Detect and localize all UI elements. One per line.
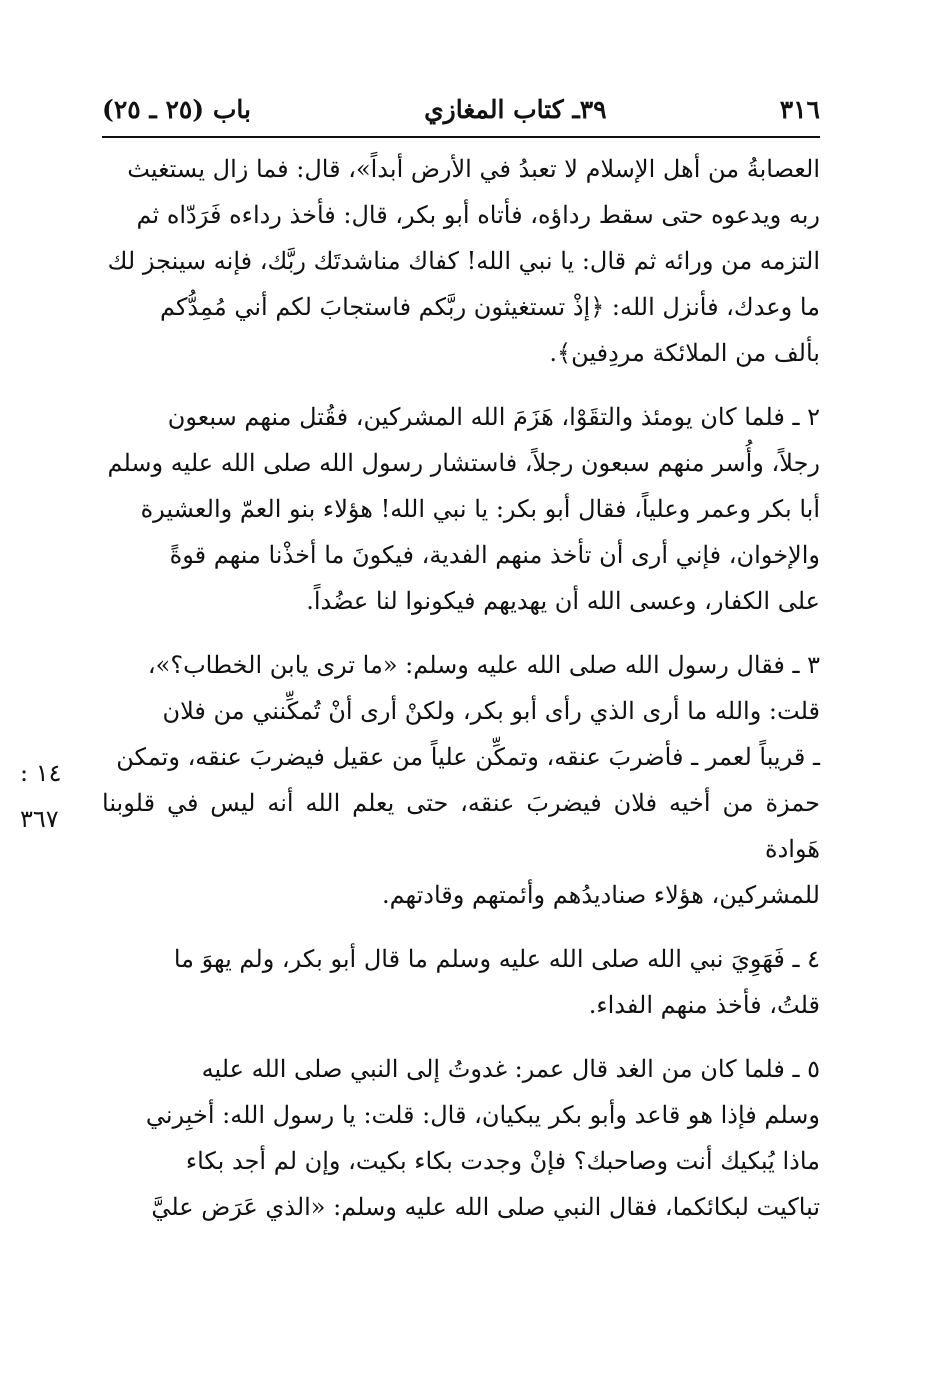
text-line: ٥ ـ فلما كان من الغد قال عمر: غدوتُ إلى النبي صلى الله عليه — [201, 1055, 820, 1083]
text-line: على الكفار، وعسى الله أن يهديهم فيكونوا لنا عضُداً. — [306, 587, 820, 615]
text-line: للمشركين، هؤلاء صناديدُهم وأئمتهم وقادتهم. — [381, 881, 820, 909]
chapter-reference: باب (٢٥ ـ ٢٥) — [102, 94, 251, 124]
header-divider — [102, 136, 820, 138]
paragraph-2 — [102, 394, 820, 624]
text-line: وسلم فإذا هو قاعد وأبو بكر يبكيان، قال: قلت: يا رسول الله: أخبِرني — [145, 1101, 820, 1129]
text-line: تباكيت لبكائكما، فقال النبي صلى الله عليه وسلم: «الذي عَرَض عليَّ — [151, 1193, 820, 1221]
page-header — [102, 86, 820, 132]
text-line: ـ قريباً لعمر ـ فأضربَ عنقه، وتمكِّن علياً من عقيل فيضربَ عنقه، وتمكن — [116, 743, 820, 771]
text-line: رجلاً، وأُسر منهم سبعون رجلاً، فاستشار رسول الله صلى الله عليه وسلم — [107, 449, 820, 477]
text-line: ٤ ـ فَهَوِيَ نبي الله صلى الله عليه وسلم ما قال أبو بكر، ولم يهوَ ما — [173, 945, 820, 973]
paragraph-4 — [102, 936, 820, 1028]
text-line: التزمه من ورائه ثم قال: يا نبي الله! كفاك مناشدتَك ربَّك، فإنه سينجز لك — [107, 247, 820, 275]
page-body — [102, 146, 820, 1248]
page-number: ٣١٦ — [779, 94, 820, 124]
text-line: والإخوان، فإني أرى أن تأخذ منهم الفدية، فيكونَ ما أخذْنا منهم قوةً — [169, 541, 820, 569]
text-line: ٣ ـ فقال رسول الله صلى الله عليه وسلم: «ما ترى يابن الخطاب؟»، — [147, 651, 820, 679]
text-line: ماذا يُبكيك أنت وصاحبك؟ فإنْ وجدت بكاء بكيت، وإن لم أجد بكاء — [185, 1147, 820, 1175]
text-line: بألف من الملائكة مردِفين﴾. — [549, 339, 820, 367]
text-line: قلت: والله ما أرى الذي رأى أبو بكر، ولكنْ أرى أنْ تُمكِّنني من فلان — [162, 697, 820, 725]
text-line: ما وعدك، فأنزل الله: ﴿إذْ تستغيثون ربَّكم فاستجابَ لكم أني مُمِدُّكم — [160, 293, 820, 321]
paragraph-5 — [102, 1046, 820, 1230]
margin-reference: ١٤ : ٣٦٧ — [20, 759, 62, 833]
text-line: قلتُ، فأخذ منهم الفداء. — [588, 991, 820, 1019]
text-line: حمزة من أخيه فلان فيضربَ عنقه، حتى يعلم الله أنه ليس في قلوبنا هَوادة — [102, 789, 820, 863]
text-line: العصابةُ من أهل الإسلام لا تعبدُ في الأرض أبداً»، قال: فما زال يستغيث — [127, 155, 820, 183]
text-line: ٢ ـ فلما كان يومئذ والتقَوْا، هَزَمَ الله المشركين، فقُتل منهم سبعون — [167, 403, 820, 431]
text-line: أبا بكر وعمر وعلياً، فقال أبو بكر: يا نبي الله! هؤلاء بنو العمّ والعشيرة — [140, 495, 820, 523]
paragraph-1 — [102, 146, 820, 376]
book-title: ٣٩ـ كتاب المغازي — [424, 94, 607, 124]
text-line: ربه ويدعوه حتى سقط رداؤه، فأتاه أبو بكر، قال: فأخذ رداءه فَرَدّاه ثم — [136, 201, 820, 229]
paragraph-3 — [102, 642, 820, 918]
